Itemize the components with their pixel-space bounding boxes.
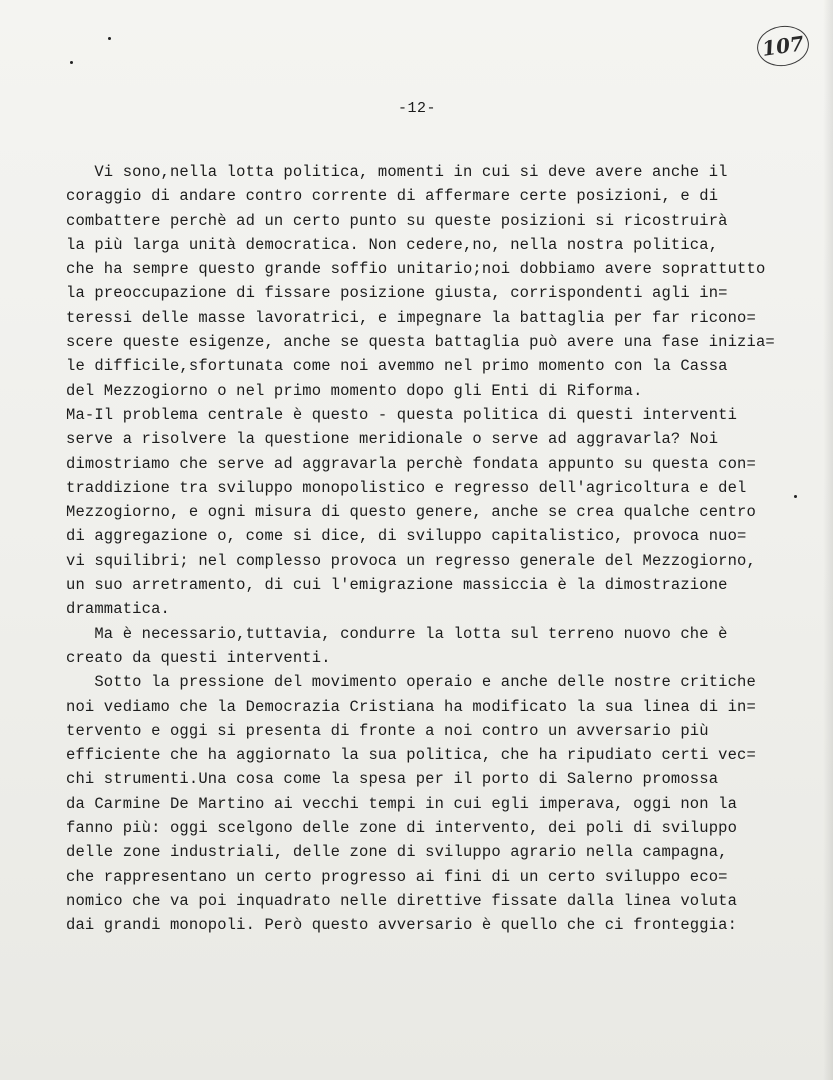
text-line: drammatica. (66, 600, 170, 619)
text-line: Vi sono,nella lotta politica, momenti in cui si deve avere anche il (66, 163, 728, 181)
text-line: chi strumenti.Una cosa come la spesa per il porto di Salerno promossa (66, 770, 719, 789)
text-line: serve a risolvere la questione meridionale o serve ad aggravarla? Noi (66, 430, 719, 449)
text-line: la preoccupazione di fissare posizione giusta, corrispondenti agli in= (66, 284, 728, 303)
text-line: di aggregazione o, come si dice, di sviluppo capitalistico, provoca nuo= (66, 527, 747, 546)
text-line: che rappresentano un certo progresso ai fini di un certo sviluppo eco= (66, 867, 728, 886)
text-line: efficiente che ha aggiornato la sua politica, che ha ripudiato certi vec= (66, 746, 756, 765)
text-line: la più larga unità democratica. Non cedere,no, nella nostra politica, (66, 235, 719, 254)
text-line: le difficile,sfortunata come noi avemmo nel primo momento con la Cassa (66, 357, 728, 376)
text-line: creato da questi interventi. (66, 648, 331, 667)
typed-text-body (66, 160, 775, 938)
text-line: tervento e oggi si presenta di fronte a noi contro un avversario più (66, 721, 709, 740)
text-line: delle zone industriali, delle zone di sviluppo agrario nella campagna, (66, 843, 728, 862)
text-line: Mezzogiorno, e ogni misura di questo genere, anche se crea qualche centro (66, 503, 756, 522)
ink-dot (108, 37, 111, 40)
text-line: fanno più: oggi scelgono delle zone di intervento, dei poli di sviluppo (66, 819, 738, 838)
text-line: traddizione tra sviluppo monopolistico e regresso dell'agricoltura e del (66, 478, 747, 497)
text-line: noi vediamo che la Democrazia Cristiana ha modificato la sua linea di in= (66, 697, 756, 716)
text-line: coraggio di andare contro corrente di affermare certe posizioni, e di (66, 187, 719, 206)
text-line: dai grandi monopoli. Però questo avversario è quello che ci fronteggia: (66, 916, 738, 935)
text-line: che ha sempre questo grande soffio unitario;noi dobbiamo avere soprattutto (66, 260, 766, 279)
text-line: scere queste esigenze, anche se questa battaglia può avere una fase inizia= (66, 333, 775, 352)
text-line: teressi delle masse lavoratrici, e impegnare la battaglia per far ricono= (66, 308, 756, 327)
text-line: vi squilibri; nel complesso provoca un regresso generale del Mezzogiorno, (66, 551, 756, 570)
archive-number-stamp: 107 (754, 23, 811, 70)
text-line: dimostriamo che serve ad aggravarla perchè fondata appunto su questa con= (66, 454, 756, 473)
text-line: un suo arretramento, di cui l'emigrazione massiccia è la dimostrazione (66, 576, 728, 595)
text-line: da Carmine De Martino ai vecchi tempi in cui egli imperava, oggi non la (66, 794, 738, 813)
ink-dot (70, 61, 73, 64)
page-number: -12- (398, 100, 437, 117)
ink-dot (794, 495, 797, 498)
text-line: combattere perchè ad un certo punto su queste posizioni si ricostruirà (66, 211, 728, 230)
text-line: Ma è necessario,tuttavia, condurre la lotta sul terreno nuovo che è (66, 624, 728, 643)
text-line: Ma-Il problema centrale è questo - questa politica di questi interventi (66, 405, 738, 424)
text-line: Sotto la pressione del movimento operaio e anche delle nostre critiche (66, 673, 756, 692)
text-line: nomico che va poi inquadrato nelle direttive fissate dalla linea voluta (66, 891, 738, 910)
text-line: del Mezzogiorno o nel primo momento dopo gli Enti di Riforma. (66, 381, 643, 400)
scan-edge-shadow (823, 0, 833, 1080)
